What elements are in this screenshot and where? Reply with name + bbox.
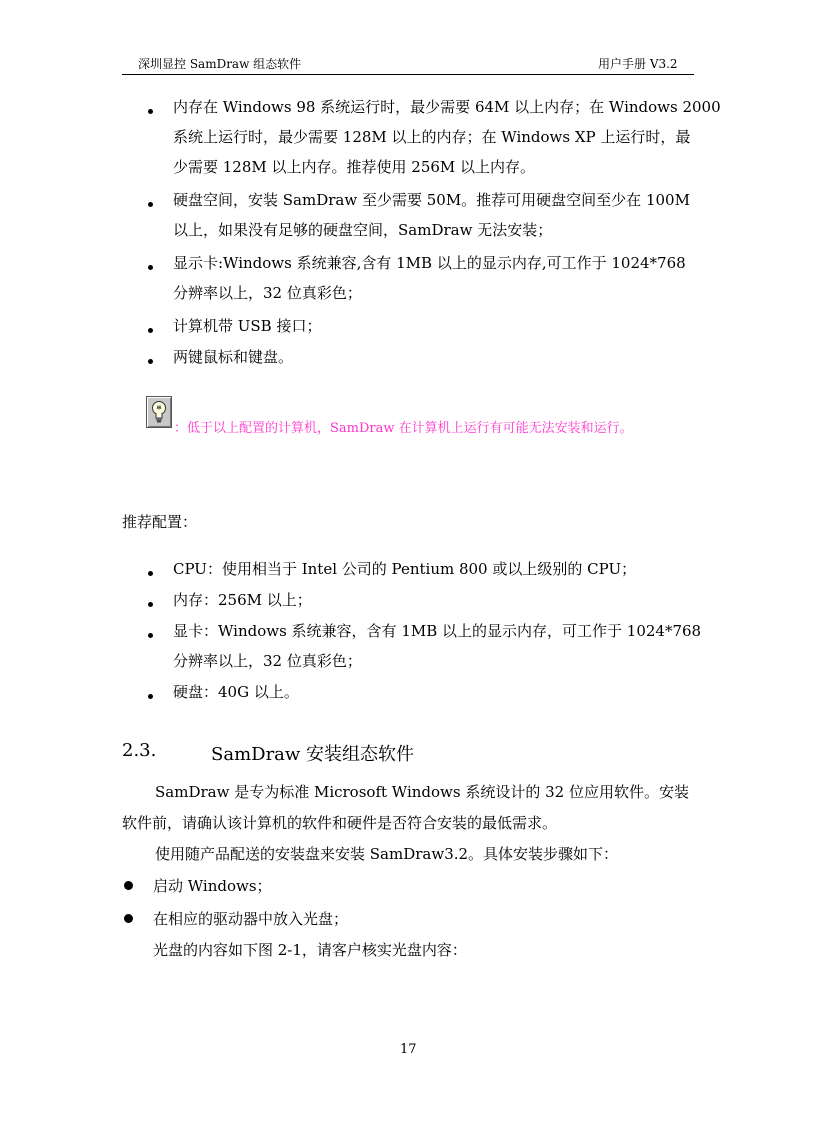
tip-text: ：低于以上配置的计算机，SamDraw 在计算机上运行有可能无法安装和运行。: [174, 421, 633, 436]
step-item: 启动 Windows；: [153, 877, 272, 895]
list-item-line: 两键鼠标和键盘。: [173, 348, 294, 366]
lightbulb-icon: [146, 396, 172, 428]
bullet: [148, 265, 153, 270]
list-item-line: 硬盘：40G 以上。: [173, 683, 299, 701]
header-left: 深圳显控 SamDraw 组态软件: [138, 57, 302, 71]
bullet: [148, 328, 153, 333]
list-item-line: 系统上运行时，最少需要 128M 以上的内存；在 Windows XP 上运行时，最: [173, 128, 691, 146]
recommended-heading: 推荐配置：: [122, 513, 198, 531]
page-number: 17: [400, 1042, 417, 1057]
bullet: [148, 633, 153, 638]
bullet: [148, 359, 153, 364]
list-item-line: 计算机带 USB 接口；: [173, 317, 322, 335]
list-item-line: 分辨率以上，32 位真彩色；: [173, 284, 362, 302]
bullet: [124, 881, 133, 890]
list-item-line: 显卡：Windows 系统兼容，含有 1MB 以上的显示内存，可工作于 1024*768: [173, 622, 702, 640]
list-item-line: 显示卡:Windows 系统兼容,含有 1MB 以上的显示内存,可工作于 1024*768: [173, 254, 686, 272]
list-item-line: 以上，如果没有足够的硬盘空间，SamDraw 无法安装；: [173, 221, 553, 239]
list-item-line: 分辨率以上，32 位真彩色；: [173, 652, 362, 670]
list-item-line: CPU：使用相当于 Intel 公司的 Pentium 800 或以上级别的 CPU；: [173, 560, 637, 578]
bullet: [148, 602, 153, 607]
list-item-line: 硬盘空间，安装 SamDraw 至少需要 50M。推荐可用硬盘空间至少在 100M: [173, 191, 690, 209]
paragraph-line: 软件前，请确认该计算机的软件和硬件是否符合安装的最低需求。: [122, 814, 558, 832]
list-item-line: 内存：256M 以上；: [173, 591, 312, 609]
list-item-line: 内存在 Windows 98 系统运行时，最少需要 64M 以上内存；在 Windows 2000: [173, 98, 721, 116]
header-right: 用户手册 V3.2: [598, 57, 678, 71]
paragraph-line: 使用随产品配送的安装盘来安装 SamDraw3.2。具体安装步骤如下：: [155, 845, 619, 863]
section-title: SamDraw 安装组态软件: [211, 744, 415, 765]
bullet: [148, 571, 153, 576]
header-rule: [122, 74, 694, 75]
bullet: [148, 109, 153, 114]
bullet: [148, 694, 153, 699]
list-item-line: 少需要 128M 以上内存。推荐使用 256M 以上内存。: [173, 158, 536, 176]
step-note: 光盘的内容如下图 2-1，请客户核实光盘内容：: [153, 941, 467, 959]
paragraph-line: SamDraw 是专为标准 Microsoft Windows 系统设计的 32 位应用软件。安装: [155, 783, 689, 801]
bullet: [148, 202, 153, 207]
step-item: 在相应的驱动器中放入光盘；: [153, 910, 349, 928]
section-number: 2.3.: [122, 740, 157, 761]
bullet: [124, 914, 133, 923]
